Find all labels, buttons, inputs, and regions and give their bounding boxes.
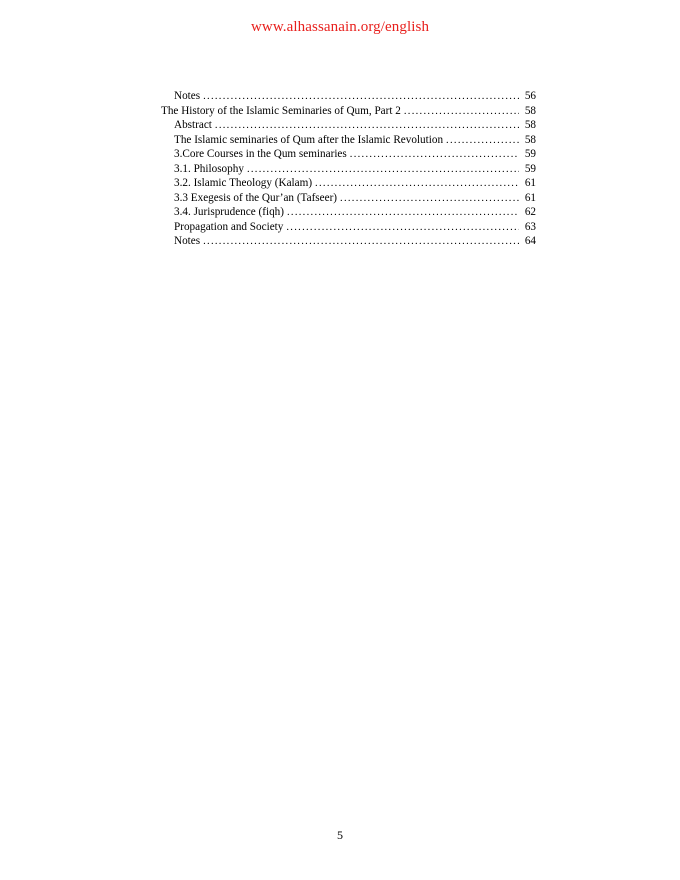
toc-dot-leader bbox=[203, 90, 519, 105]
toc-entry-title: 3.4. Jurisprudence (fiqh) bbox=[174, 206, 284, 218]
toc-dot-leader bbox=[286, 221, 519, 236]
toc-entry-title: 3.1. Philosophy bbox=[174, 162, 244, 175]
toc-entry-page: 58 bbox=[524, 119, 536, 131]
toc-dot-leader bbox=[340, 192, 519, 207]
site-url-header[interactable]: www.alhassanain.org/english bbox=[250, 19, 430, 35]
toc-entry-title: Notes bbox=[174, 90, 201, 102]
toc-entry[interactable] bbox=[161, 118, 536, 133]
toc-entry-title: 3.3 Exegesis of the Qur’an (Tafseer) bbox=[174, 191, 338, 204]
toc-entry-page: 56 bbox=[524, 90, 536, 102]
toc-entry[interactable] bbox=[161, 234, 536, 249]
toc-entry-page: 58 bbox=[524, 104, 536, 117]
toc-dot-leader bbox=[315, 177, 519, 192]
toc-entry[interactable] bbox=[161, 89, 536, 104]
toc-entry-page: 64 bbox=[524, 235, 536, 247]
toc-entry-title: Abstract bbox=[174, 119, 212, 131]
toc-entry[interactable] bbox=[161, 205, 536, 220]
toc-entry-page: 58 bbox=[524, 133, 536, 146]
page-number: 5 bbox=[337, 828, 343, 842]
toc-entry[interactable] bbox=[161, 176, 536, 191]
toc-entry-page: 59 bbox=[524, 162, 536, 175]
toc-entry-title: 3.2. Islamic Theology (Kalam) bbox=[174, 177, 313, 189]
toc-dot-leader bbox=[215, 119, 519, 134]
toc-entry-page: 59 bbox=[524, 148, 536, 160]
toc-entry[interactable] bbox=[161, 220, 536, 235]
toc-entry[interactable] bbox=[161, 191, 536, 206]
toc-entry-page: 63 bbox=[524, 220, 536, 233]
toc-entry-page: 61 bbox=[524, 177, 536, 189]
toc-entry-page: 61 bbox=[524, 191, 536, 204]
toc-entry[interactable] bbox=[161, 104, 536, 119]
toc-dot-leader bbox=[350, 148, 519, 163]
toc-entry-title: The Islamic seminaries of Qum after the Islamic Revolution bbox=[174, 133, 444, 146]
toc-entry-title: Notes bbox=[174, 235, 201, 247]
toc-dot-leader bbox=[203, 235, 519, 250]
toc-dot-leader bbox=[247, 163, 519, 178]
toc-entry[interactable] bbox=[161, 147, 536, 162]
toc-entry[interactable] bbox=[161, 162, 536, 177]
toc-dot-leader bbox=[404, 105, 519, 120]
toc-dot-leader bbox=[446, 134, 519, 149]
toc-dot-leader bbox=[287, 206, 519, 221]
toc-entry-page: 62 bbox=[524, 206, 536, 218]
table-of-contents bbox=[161, 89, 536, 249]
toc-entry[interactable] bbox=[161, 133, 536, 148]
toc-entry-title: 3.Core Courses in the Qum seminaries bbox=[174, 148, 347, 160]
toc-entry-title: Propagation and Society bbox=[174, 220, 284, 233]
toc-entry-title: The History of the Islamic Seminaries of Qum, Part 2 bbox=[161, 104, 401, 117]
